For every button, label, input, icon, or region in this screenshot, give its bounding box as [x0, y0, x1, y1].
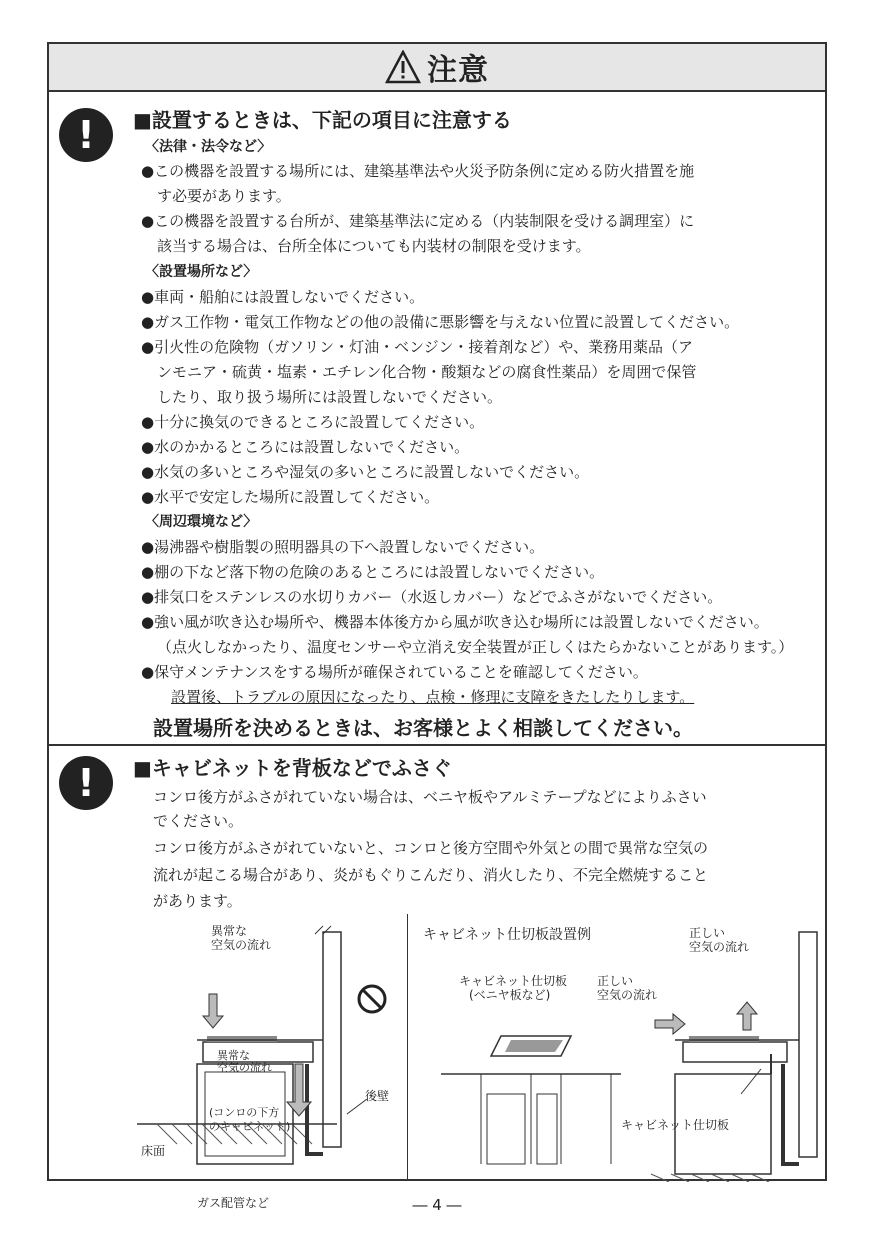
label-partition-bottom: キャビネット仕切板 [621, 1118, 730, 1132]
label-gas-pipe: ガス配管など [197, 1196, 270, 1210]
emphasis-note: 設置場所を決めるときは、お客様とよく相談してください。 [153, 716, 693, 740]
list-item-line: ●水のかかるところには設置しないでください。 [141, 438, 470, 456]
caution-header [49, 44, 825, 92]
list-item-line: ●湯沸器や樹脂製の照明器具の下へ設置しないでください。 [141, 538, 545, 556]
list-item-line: ●この機器を設置する場所には、建築基準法や火災予防条例に定める防火措置を施 [141, 162, 695, 180]
incorrect-installation-figure [137, 924, 407, 1182]
figure-right-title: キャビネット仕切板設置例 [423, 927, 591, 943]
label-abnormal-top-1: 異常な [211, 924, 248, 938]
list-item-line: す必要があります。 [157, 187, 291, 205]
list-item-line: ●ガス工作物・電気工作物などの他の設備に悪影響を与えない位置に設置してください。 [141, 313, 740, 331]
list-item-line: ●保守メンテナンスをする場所が確保されていることを確認してください。 [141, 663, 648, 681]
section2-heading: ■キャビネットを背板などでふさぐ [133, 756, 452, 780]
label-abnormal-inner-1: 異常な [217, 1049, 250, 1062]
label-abnormal-top-2: 空気の流れ [211, 938, 272, 952]
section2-para2-line1: コンロ後方がふさがれていないと、コンロと後方空間や外気との間で異常な空気の [153, 839, 709, 857]
label-correct-top-1: 正しい [689, 926, 726, 940]
list-item-line: ●強い風が吹き込む場所や、機器本体後方から風が吹き込む場所には設置しないでください。 [141, 613, 769, 631]
list-item-line: 該当する場合は、台所全体についても内装材の制限を受けます。 [157, 237, 591, 255]
list-item-line: ●排気口をステンレスの水切りカバー（水返しカバー）などでふさがないでください。 [141, 588, 723, 606]
warning-triangle-icon [385, 50, 421, 84]
list-item-line: ●十分に換気のできるところに設置してください。 [141, 413, 485, 431]
section2-para1-line1: コンロ後方がふさがれていない場合は、ベニヤ板やアルミテープなどによりふさい [153, 788, 707, 806]
list-item-line: ●引火性の危険物（ガソリン・灯油・ベンジン・接着剤など）や、業務用薬品（ア [141, 338, 694, 356]
label-partition-top-2: (ベニヤ板など) [469, 988, 551, 1002]
caution-title: 注意 [427, 53, 489, 88]
section2-para1-line2: でください。 [153, 812, 244, 830]
label-partition-top-1: キャビネット仕切板 [459, 974, 568, 988]
page-number: ― 4 ― [412, 1196, 462, 1214]
label-correct-side-1: 正しい [597, 974, 634, 988]
list-item-line: ●水気の多いところや湿気の多いところに設置しないでください。 [141, 463, 590, 481]
caution-frame [47, 42, 827, 1210]
list-item-line: したり、取り扱う場所には設置しないでください。 [157, 388, 503, 406]
section2-para2-line3: があります。 [153, 892, 242, 910]
category-location: 〈設置場所など〉 [145, 264, 258, 280]
section1-heading: ■設置するときは、下記の項目に注意する [133, 108, 512, 132]
category-law: 〈法律・法令など〉 [145, 139, 272, 155]
category-environment: 〈周辺環境など〉 [145, 514, 258, 530]
label-abnormal-inner-2: 空気の流れ [217, 1061, 272, 1074]
label-floor: 床面 [141, 1144, 166, 1158]
correct-installation-figure [421, 924, 825, 1182]
section-divider [49, 744, 825, 746]
list-item-line: ンモニア・硫黄・塩素・エチレン化合物・酸類などの腐食性薬品）を周囲で保管 [157, 363, 697, 381]
mandatory-icon: ! [59, 756, 113, 810]
label-cabinet-1: (コンロの下方 [209, 1106, 280, 1119]
underline-note: 設置後、トラブルの原因になったり、点検・修理に支障をきたしたりします。 [171, 688, 695, 706]
list-item-line: （点火しなかったり、温度センサーや立消え安全装置が正しくはたらかないことがあります。） [157, 638, 794, 656]
label-correct-side-2: 空気の流れ [597, 988, 658, 1002]
label-cabinet-2: のキャビネット) [209, 1120, 291, 1133]
list-item-line: ●この機器を設置する台所が、建築基準法に定める（内装制限を受ける調理室）に [141, 212, 695, 230]
mandatory-icon: ! [59, 108, 113, 162]
section2-para2-line2: 流れが起こる場合があり、炎がもぐりこんだり、消火したり、不完全燃焼すること [153, 866, 709, 884]
list-item-line: ●水平で安定した場所に設置してください。 [141, 488, 440, 506]
figure-divider [407, 914, 408, 1179]
list-item-line: ●車両・船舶には設置しないでください。 [141, 288, 425, 306]
label-rear-wall: 後壁 [365, 1089, 390, 1103]
label-correct-top-2: 空気の流れ [689, 940, 750, 954]
list-item-line: ●棚の下など落下物の危険のあるところには設置しないでください。 [141, 563, 605, 581]
